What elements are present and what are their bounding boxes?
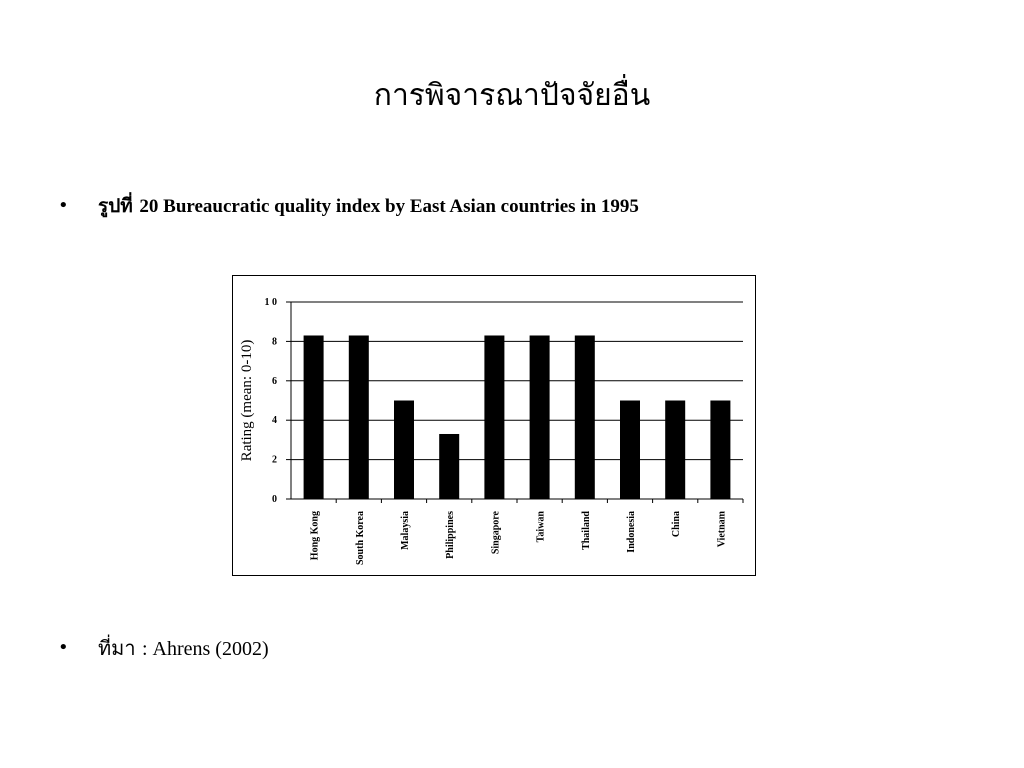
y-tick-label: 0 bbox=[272, 494, 277, 505]
bar-chart bbox=[233, 276, 757, 577]
bar bbox=[349, 335, 369, 499]
bar bbox=[394, 401, 414, 500]
x-tick-label: China bbox=[671, 511, 683, 538]
x-tick-label: Singapore bbox=[490, 511, 502, 555]
bar bbox=[575, 335, 595, 499]
figure-caption bbox=[98, 192, 639, 221]
x-tick-label: Vietnam bbox=[716, 511, 728, 548]
y-tick-label: 8 bbox=[272, 336, 277, 348]
x-tick-label: Indonesia bbox=[626, 511, 637, 553]
y-tick-label: 1 0 bbox=[264, 297, 277, 308]
slide-title: การพิจารณาปัจจัยอื่น bbox=[373, 78, 651, 113]
y-tick-label: 2 bbox=[272, 454, 277, 466]
y-tick-label: 6 bbox=[272, 375, 277, 387]
y-axis-title: Rating (mean: 0-10) bbox=[239, 339, 255, 462]
source-text: : Ahrens (2002) bbox=[141, 638, 269, 660]
x-tick-label: Taiwan bbox=[535, 511, 547, 543]
x-tick-label: Thailand bbox=[580, 511, 592, 550]
x-tick-label: Hong Kong bbox=[309, 511, 321, 561]
bar bbox=[484, 335, 504, 499]
bar bbox=[665, 401, 685, 500]
x-tick-label: Malaysia bbox=[400, 511, 411, 550]
bullet-point: • bbox=[58, 637, 69, 658]
x-tick-label: Philippines bbox=[445, 511, 457, 559]
bar bbox=[530, 335, 550, 499]
bar bbox=[620, 401, 640, 500]
source-prefix: ที่มา bbox=[98, 636, 136, 660]
bar bbox=[304, 335, 324, 499]
bar bbox=[710, 401, 730, 500]
bar-chart-frame bbox=[232, 275, 756, 576]
figure-prefix: รูปที่ bbox=[98, 195, 133, 217]
bar bbox=[439, 434, 459, 499]
bars bbox=[304, 335, 731, 499]
x-tick-label: South Korea bbox=[354, 511, 366, 565]
bullet-point: • bbox=[58, 195, 69, 216]
figure-caption-text: 20 Bureaucratic quality index by East Asian countries in 1995 bbox=[139, 196, 639, 217]
source-citation bbox=[98, 634, 269, 663]
y-tick-label: 4 bbox=[272, 415, 277, 427]
